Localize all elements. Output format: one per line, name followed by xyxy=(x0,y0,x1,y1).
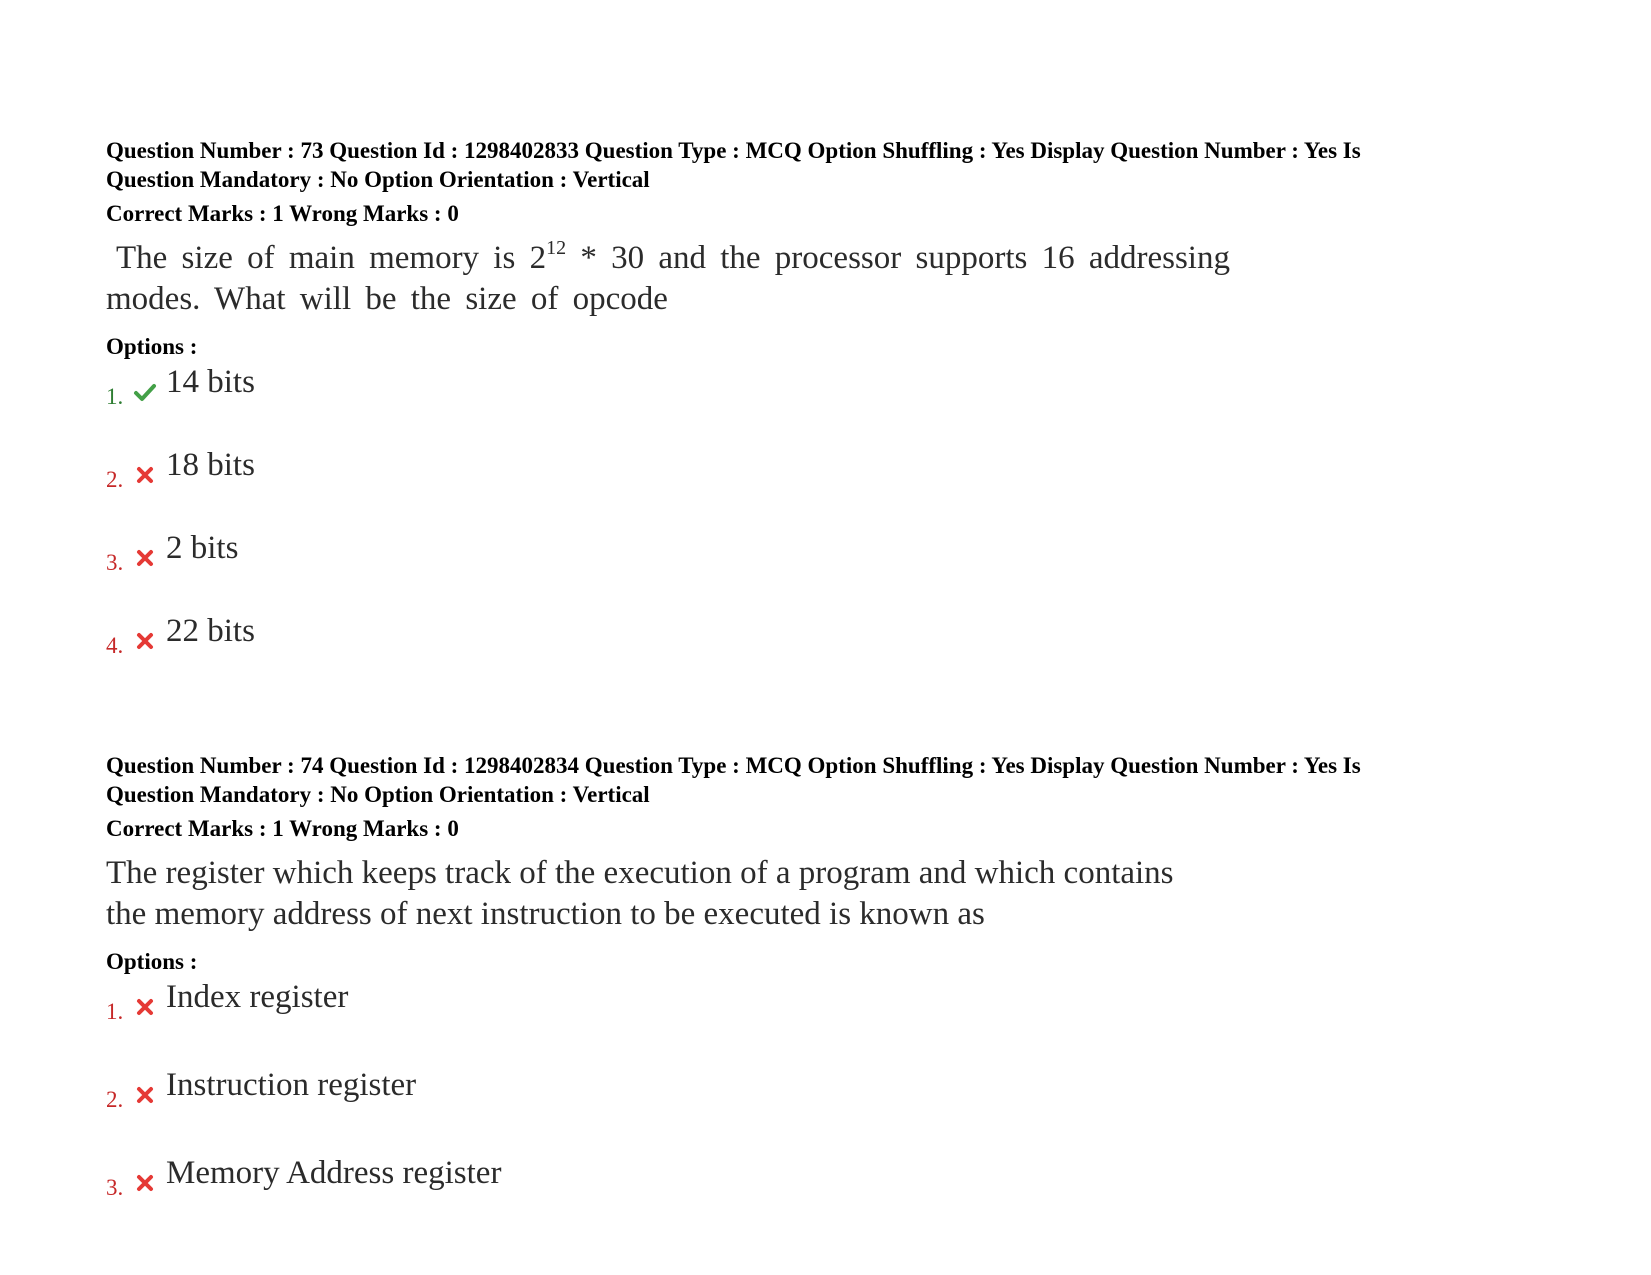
question-marks: Correct Marks : 1 Wrong Marks : 0 xyxy=(106,816,459,841)
check-icon xyxy=(133,380,157,404)
question-text-part: * 30 and the processor supports 16 addressing xyxy=(566,240,1230,276)
question-meta xyxy=(106,136,1546,194)
question-marks: Correct Marks : 1 Wrong Marks : 0 xyxy=(106,201,459,226)
question-block-74 xyxy=(106,751,1546,1243)
exponent: 12 xyxy=(546,237,567,259)
question-text xyxy=(106,853,1266,935)
options-label: Options : xyxy=(106,949,198,974)
question-meta-line: Question Mandatory : No Option Orientation : Vertical xyxy=(106,167,650,192)
option-item xyxy=(106,447,1546,530)
question-text-line: modes. What will be the size of opcode xyxy=(106,281,668,317)
option-text: 22 bits xyxy=(166,613,255,649)
question-meta xyxy=(106,751,1546,809)
option-item xyxy=(106,979,1546,1067)
question-text-line: The register which keeps track of the execution of a program and which contains xyxy=(106,855,1174,891)
options-label: Options : xyxy=(106,334,198,359)
option-number: 3. xyxy=(106,1175,124,1200)
option-item xyxy=(106,613,1546,696)
question-meta-line: Question Number : 73 Question Id : 1298402833 Question Type : MCQ Option Shuffling : Yes Display Question Number : Yes Is xyxy=(106,138,1361,163)
question-block-73 xyxy=(106,136,1546,696)
question-text xyxy=(106,238,1276,320)
question-meta-line: Question Number : 74 Question Id : 1298402834 Question Type : MCQ Option Shuffling : Yes Display Question Number : Yes Is xyxy=(106,753,1361,778)
option-number: 3. xyxy=(106,550,124,575)
question-text-part: The size of main memory is 2 xyxy=(116,240,547,276)
cross-icon xyxy=(133,463,157,487)
cross-icon xyxy=(133,629,157,653)
option-number: 1. xyxy=(106,384,124,409)
question-text-line xyxy=(116,238,1276,279)
question-text-line: the memory address of next instruction to be executed is known as xyxy=(106,896,985,932)
cross-icon xyxy=(133,1083,157,1107)
option-text: 18 bits xyxy=(166,447,255,483)
option-text: Memory Address register xyxy=(166,1155,502,1191)
question-meta-line: Question Mandatory : No Option Orientation : Vertical xyxy=(106,782,650,807)
option-item xyxy=(106,1067,1546,1155)
cross-icon xyxy=(133,995,157,1019)
cross-icon xyxy=(133,1171,157,1195)
option-number: 2. xyxy=(106,1087,124,1112)
option-item xyxy=(106,1155,1546,1243)
cross-icon xyxy=(133,546,157,570)
option-number: 1. xyxy=(106,999,124,1024)
option-number: 4. xyxy=(106,633,124,658)
option-text: 2 bits xyxy=(166,530,239,566)
option-text: Instruction register xyxy=(166,1067,417,1103)
option-number: 2. xyxy=(106,467,124,492)
option-item xyxy=(106,364,1546,447)
option-text: 14 bits xyxy=(166,364,255,400)
option-item xyxy=(106,530,1546,613)
option-text: Index register xyxy=(166,979,349,1015)
